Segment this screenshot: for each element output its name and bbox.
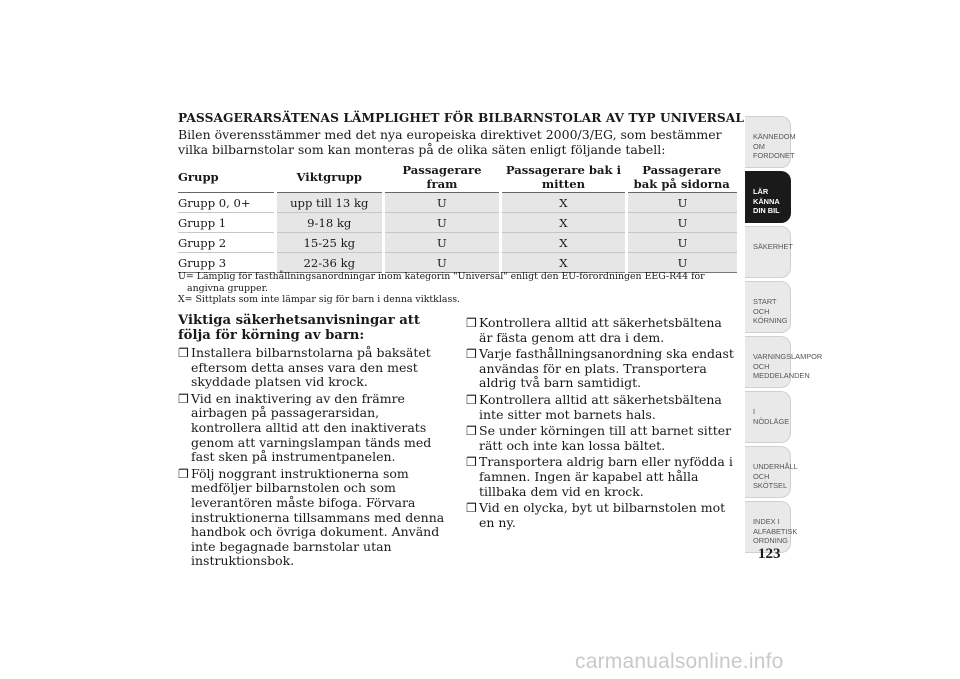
- tab-label: I NÖDLÄGE: [753, 407, 790, 426]
- checkbox-bullet-icon: ❒: [466, 455, 477, 470]
- table-cell: X: [500, 253, 626, 273]
- instructions-left-column: [178, 314, 453, 571]
- list-item: [466, 424, 739, 453]
- checkbox-bullet-icon: ❒: [466, 347, 477, 362]
- tab-label: VARNINGSLAMPOR OCH MEDDELANDEN: [753, 352, 823, 381]
- list-item-text: Se under körningen till att barnet sitter rätt och inte kan lossa bältet.: [479, 423, 732, 453]
- checkbox-bullet-icon: ❒: [466, 424, 477, 439]
- header-front-passenger: Passagerare fram: [383, 162, 500, 193]
- table-cell: 22-36 kg: [275, 253, 383, 273]
- header-rear-center: Passagerare bak i mitten: [500, 162, 626, 193]
- list-item-text: Kontrollera alltid att säkerhetsbältena är fästa genom att dra i dem.: [479, 315, 722, 345]
- checkbox-bullet-icon: ❒: [466, 392, 477, 407]
- table-row: [178, 193, 737, 213]
- tab-lar-kanna-din-bil[interactable]: [745, 171, 791, 223]
- tab-label: KÄNNEDOM OM FORDONET: [753, 132, 796, 161]
- instructions-heading: Viktiga säkerhetsanvisningar att följa för körning av barn:: [178, 313, 420, 343]
- table-cell: Grupp 0, 0+: [178, 193, 275, 213]
- list-item: [178, 346, 453, 390]
- section-intro: Bilen överensstämmer med det nya europeiska direktivet 2000/3/EG, som bestämmer vilka bilbarnstolar som kan monteras på de olika säten enligt följande tabell:: [178, 127, 722, 157]
- page-number: 123: [758, 546, 781, 562]
- table-notes: [178, 271, 738, 306]
- table-cell: U: [626, 233, 737, 253]
- tab-kannedom-om-fordonet[interactable]: [745, 116, 796, 168]
- tab-label: START OCH KÖRNING: [753, 297, 788, 326]
- child-seat-suitability-table: [178, 162, 737, 273]
- tab-start-och-korning[interactable]: [745, 281, 791, 333]
- list-item: [466, 393, 739, 422]
- checkbox-bullet-icon: ❒: [178, 466, 189, 481]
- checkbox-bullet-icon: ❒: [178, 391, 189, 406]
- header-weight-group: Viktgrupp: [275, 162, 383, 193]
- table-row: [178, 213, 737, 233]
- table-cell: 9-18 kg: [275, 213, 383, 233]
- header-rear-sides: Passagerare bak på sidorna: [626, 162, 737, 193]
- tab-i-nodlage[interactable]: [745, 391, 791, 443]
- tab-label: INDEX I ALFABETISK ORDNING: [753, 517, 798, 546]
- tab-label: UNDERHÅLL OCH SKÖTSEL: [753, 462, 798, 491]
- note-x-legend: X= Sittplats som inte lämpar sig för barn i denna viktklass.: [178, 294, 461, 305]
- list-item-text: Kontrollera alltid att säkerhetsbältena inte sitter mot barnets hals.: [479, 391, 722, 422]
- list-item: [466, 455, 739, 499]
- list-item-text: Vid en olycka, byt ut bilbarnstolen mot en ny.: [479, 500, 726, 530]
- list-item: [178, 467, 453, 569]
- header-group: Grupp: [178, 162, 275, 193]
- table-cell: Grupp 3: [178, 253, 275, 273]
- section-title: PASSAGERARSÄTENAS LÄMPLIGHET FÖR BILBARNSTOLAR AV TYP UNIVERSAL: [178, 111, 745, 125]
- list-item: [466, 347, 739, 391]
- table-cell: U: [383, 253, 500, 273]
- table-cell: U: [383, 213, 500, 233]
- tab-label: LÄR KÄNNA DIN BIL: [753, 187, 780, 216]
- tab-varningslampor-och-meddelanden[interactable]: [745, 336, 823, 388]
- list-item-text: Varje fasthållningsanordning ska endast användas för en plats. Transportera aldrig två barn samtidigt.: [479, 346, 734, 391]
- list-item-text: Vid en inaktivering av den främre airbagen på passagerarsidan, kontrollera alltid att den inaktiverats genom att varningslampan tänds med fast sken på instrumentpanelen.: [191, 390, 432, 465]
- table-cell: X: [500, 233, 626, 253]
- table-cell: 15-25 kg: [275, 233, 383, 253]
- table-cell: Grupp 1: [178, 213, 275, 233]
- list-item-text: Transportera aldrig barn eller nyfödda i famnen. Ingen är kapabel att hålla tillbaka dem vid en krock.: [479, 454, 733, 499]
- tab-label: SÄKERHET: [753, 242, 793, 251]
- list-item: [178, 392, 453, 465]
- table-cell: X: [500, 213, 626, 233]
- checkbox-bullet-icon: ❒: [466, 316, 477, 330]
- list-item-text: Följ noggrant instruktionerna som medföljer bilbarnstolen och som leverantören måste bifoga. Förvara instruktionerna tillsammans med denna handbok och övriga dokument. Använd inte begagnade barnstolar utan instruktionsbok.: [191, 465, 445, 569]
- table-cell: upp till 13 kg: [275, 193, 383, 213]
- instructions-right-column: [466, 316, 739, 532]
- list-item-text: Installera bilbarnstolarna på baksätet eftersom detta anses vara den mest skyddade platsen vid krock.: [191, 345, 431, 390]
- table-row: [178, 253, 737, 273]
- table-cell: U: [626, 193, 737, 213]
- table-cell: X: [500, 193, 626, 213]
- checkbox-bullet-icon: ❒: [466, 501, 477, 516]
- checkbox-bullet-icon: ❒: [178, 346, 189, 360]
- note-u-legend: U= Lämplig för fasthållningsanordningar inom kategorin "Universal" enligt den EU-förordningen EEG-R44 för angivna grupper.: [178, 271, 705, 294]
- watermark: carmanualsonline.info: [575, 650, 784, 673]
- table-row: [178, 233, 737, 253]
- tab-sakerhet[interactable]: [745, 226, 791, 278]
- table-header-row: [178, 162, 737, 193]
- table-cell: U: [626, 213, 737, 233]
- chapter-tabs: [745, 116, 823, 556]
- list-item: [466, 501, 739, 530]
- table-cell: U: [383, 193, 500, 213]
- list-item: [466, 316, 739, 345]
- table-cell: Grupp 2: [178, 233, 275, 253]
- tab-underhall-och-skotsel[interactable]: [745, 446, 798, 498]
- table-cell: U: [383, 233, 500, 253]
- table-cell: U: [626, 253, 737, 273]
